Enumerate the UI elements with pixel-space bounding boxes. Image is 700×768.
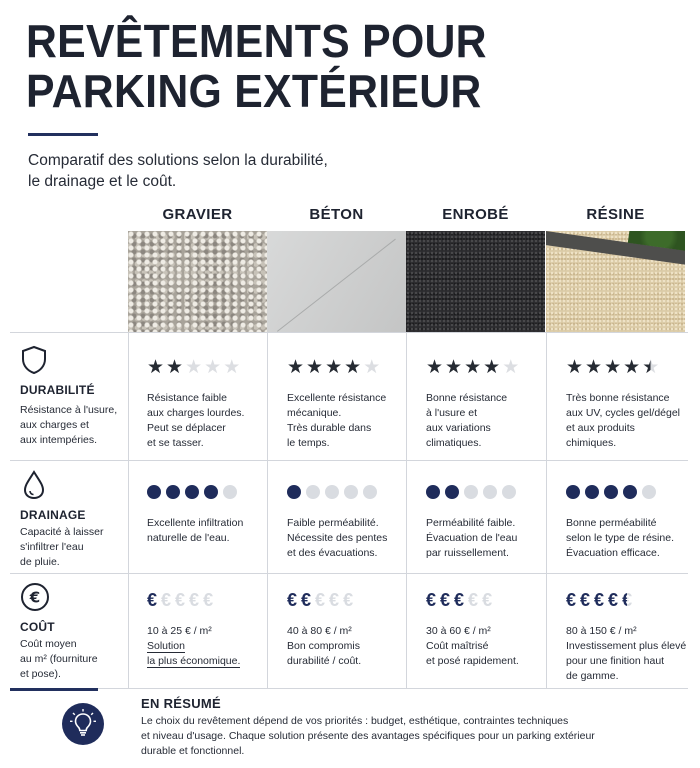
dot-filled-icon [166,485,180,499]
euro-filled-icon: € [301,590,312,610]
cell-text [426,516,554,561]
star-rating [426,357,554,377]
summary-rule [10,688,98,691]
cout-resine-cell [566,590,694,684]
cost-rating [426,590,554,610]
shield-icon [20,345,48,375]
star-filled-icon: ★ [604,356,622,378]
resine-texture-image [546,231,685,332]
enrobe-texture-image [406,231,545,332]
cout-gravier-cell [147,590,275,669]
star-filled-icon: ★ [445,356,463,378]
cell-text [287,516,415,561]
text-line: Résistance faible [147,392,227,404]
text-line: et aux produits [566,422,635,434]
text-line: aux charges lourdes. [147,407,245,419]
criterion-name: COÛT [20,620,55,634]
criterion-name: DURABILITÉ [20,383,95,397]
text-line: 80 à 150 € / m² [566,625,637,637]
summary-title: EN RÉSUMÉ [141,696,221,711]
euro-filled-icon: € [147,590,158,610]
text-line: par ruissellement. [426,547,509,559]
text-line: Très durable dans [287,422,372,434]
dot-empty-icon [483,485,497,499]
table-divider [10,688,688,689]
text-line: Bonne résistance [426,392,508,404]
dot-filled-icon [204,485,218,499]
euro-half-icon: € [622,590,633,610]
dot-filled-icon [147,485,161,499]
cell-text [566,624,694,684]
star-half-icon: ★ [642,356,660,378]
title-underline [28,133,98,136]
star-empty-icon: ★ [223,356,241,378]
euro-filled-icon: € [566,590,577,610]
cell-text [426,624,554,669]
euro-filled-icon: € [580,590,591,610]
page-title [26,16,640,116]
criterion-cout [20,582,128,682]
criterion-description [20,637,128,682]
drainage-rating [426,482,554,502]
dot-filled-icon [566,485,580,499]
text-line: Très bonne résistance [566,392,670,404]
dot-filled-icon [604,485,618,499]
table-divider [10,332,688,333]
drainage-resine-cell [566,482,694,561]
euro-filled-icon: € [287,590,298,610]
desc-line: au m² (fourniture [20,653,98,665]
text-line: Bon compromis [287,640,360,652]
criterion-description [20,525,128,570]
star-filled-icon: ★ [483,356,501,378]
durabilite-gravier-cell [147,357,275,451]
table-divider [10,573,688,574]
cell-text [566,391,694,451]
drainage-gravier-cell [147,482,275,546]
cost-rating [147,590,275,610]
cell-text [287,391,415,451]
text-line: 10 à 25 € / m² [147,625,212,637]
table-divider [10,460,688,461]
text-line: à l'usure et [426,407,478,419]
dot-empty-icon [223,485,237,499]
star-filled-icon: ★ [306,356,324,378]
column-divider [128,332,129,688]
desc-line: aux intempéries. [20,434,98,446]
dot-empty-icon [642,485,656,499]
criterion-drainage [20,470,128,570]
title-line-1: REVÊTEMENTS POUR [26,15,487,67]
text-line: mécanique. [287,407,342,419]
text-line: climatiques. [426,437,482,449]
euro-empty-icon: € [203,590,214,610]
cell-text [147,391,275,451]
summary-line: durable et fonctionnel. [141,745,245,757]
euro-filled-icon: € [608,590,619,610]
text-line: Faible perméabilité. [287,517,379,529]
durabilite-enrobe-cell [426,357,554,451]
euro-empty-icon: € [189,590,200,610]
text-line: Évacuation efficace. [566,547,660,559]
euro-icon [20,582,48,612]
euro-empty-icon: € [315,590,326,610]
star-filled-icon: ★ [426,356,444,378]
text-line: Perméabilité faible. [426,517,516,529]
desc-line: Coût moyen [20,638,77,650]
euro-filled-icon: € [440,590,451,610]
dot-filled-icon [287,485,301,499]
drainage-rating [287,482,415,502]
star-rating [287,357,415,377]
dot-empty-icon [306,485,320,499]
text-line: la plus économique. [147,655,241,667]
text-line: Peut se déplacer [147,422,226,434]
text-line: pour une finition haut [566,655,665,667]
cout-beton-cell [287,590,415,669]
durabilite-resine-cell [566,357,694,451]
star-empty-icon: ★ [204,356,222,378]
cell-text [147,516,275,546]
text-line: et posé rapidement. [426,655,519,667]
star-filled-icon: ★ [147,356,165,378]
text-line: le temps. [287,437,330,449]
text-line: durabilité / coût. [287,655,362,667]
text-line: et des évacuations. [287,547,378,559]
summary-line: Le choix du revêtement dépend de vos priorités : budget, esthétique, contraintes techniques [141,715,569,727]
text-line: de gamme. [566,670,619,682]
text-line: chimiques. [566,437,617,449]
euro-empty-icon: € [468,590,479,610]
euro-filled-icon: € [594,590,605,610]
cell-text [147,624,275,669]
star-filled-icon: ★ [464,356,482,378]
euro-empty-icon: € [482,590,493,610]
euro-empty-icon: € [175,590,186,610]
dot-empty-icon [363,485,377,499]
text-line: Excellente résistance [287,392,387,404]
star-empty-icon: ★ [502,356,520,378]
star-filled-icon: ★ [287,356,305,378]
cost-rating [287,590,415,610]
text-line: et se tasser. [147,437,204,449]
text-line: Coût maîtrisé [426,640,489,652]
text-line: Investissement plus élevé [566,640,687,652]
beton-texture-image [267,231,406,332]
drainage-rating [147,482,275,502]
text-line: naturelle de l'eau. [147,532,230,544]
star-rating [147,357,275,377]
cell-text [566,516,694,561]
drainage-enrobe-cell [426,482,554,561]
durabilite-beton-cell [287,357,415,451]
euro-empty-icon: € [343,590,354,610]
dot-filled-icon [585,485,599,499]
title-line-2: PARKING EXTÉRIEUR [26,65,482,117]
star-filled-icon: ★ [344,356,362,378]
star-empty-icon: ★ [185,356,203,378]
euro-empty-icon: € [161,590,172,610]
euro-filled-icon: € [454,590,465,610]
dot-filled-icon [623,485,637,499]
star-filled-icon: ★ [325,356,343,378]
dot-empty-icon [325,485,339,499]
desc-line: Résistance à l'usure, [20,404,118,416]
svg-text:€: € [29,588,41,607]
column-header-gravier: GRAVIER [162,206,233,223]
star-filled-icon: ★ [166,356,184,378]
dot-empty-icon [344,485,358,499]
cout-enrobe-cell [426,590,554,669]
text-line: selon le type de résine. [566,532,674,544]
star-filled-icon: ★ [585,356,603,378]
cell-text [287,624,415,669]
subtitle-line-2: le drainage et le coût. [28,173,177,190]
criterion-description [20,403,128,448]
criterion-name: DRAINAGE [20,508,86,522]
dot-empty-icon [502,485,516,499]
star-rating [566,357,694,377]
summary-line: et niveau d'usage. Chaque solution présente des avantages spécifiques pour un parking extérieur [141,730,595,742]
column-header-resine: RÉSINE [586,206,645,223]
dot-filled-icon [445,485,459,499]
water-drop-icon [20,470,48,500]
page-subtitle [28,150,448,192]
lightbulb-icon [62,703,104,745]
star-filled-icon: ★ [566,356,584,378]
subtitle-line-1: Comparatif des solutions selon la durabilité, [28,152,328,169]
dot-empty-icon [464,485,478,499]
text-line: Excellente infiltration [147,517,244,529]
desc-line: et pose). [20,668,61,680]
euro-filled-icon: € [426,590,437,610]
criterion-durabilite [20,345,128,448]
text-line: 30 à 60 € / m² [426,625,491,637]
text-line: Évacuation de l'eau [426,532,518,544]
desc-line: de pluie. [20,556,60,568]
text-line: Nécessite des pentes [287,532,388,544]
cost-rating [566,590,694,610]
text-line: aux UV, cycles gel/dégel [566,407,681,419]
gravier-texture-image [128,231,267,332]
dot-filled-icon [185,485,199,499]
text-line: aux variations [426,422,491,434]
desc-line: Capacité à laisser [20,526,104,538]
desc-line: s'infiltrer l'eau [20,541,84,553]
desc-line: aux charges et [20,419,89,431]
column-header-beton: BÉTON [309,206,364,223]
text-line: Bonne perméabilité [566,517,657,529]
column-header-enrobe: ENROBÉ [442,206,509,223]
euro-empty-icon: € [329,590,340,610]
drainage-beton-cell [287,482,415,561]
text-line: 40 à 80 € / m² [287,625,352,637]
summary-text [141,714,661,759]
dot-filled-icon [426,485,440,499]
cell-text [426,391,554,451]
star-filled-icon: ★ [623,356,641,378]
text-line: Solution [147,640,185,652]
star-empty-icon: ★ [363,356,381,378]
drainage-rating [566,482,694,502]
